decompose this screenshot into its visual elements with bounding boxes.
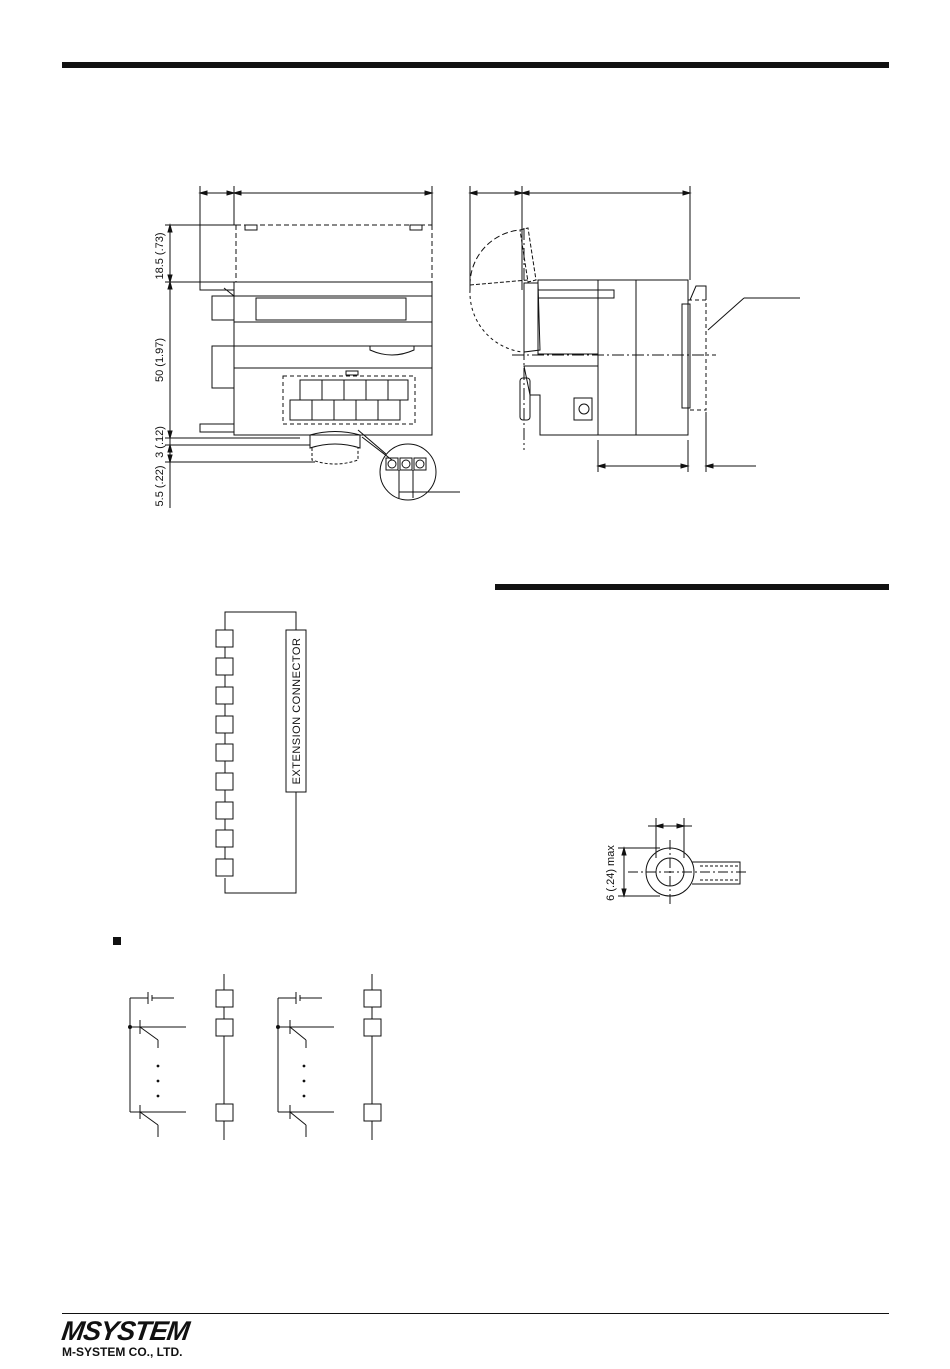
section-rule xyxy=(495,584,889,590)
extension-connector-label: EXTENSION CONNECTOR xyxy=(291,637,303,785)
company-name: M-SYSTEM CO., LTD. xyxy=(62,1345,183,1359)
wiring-example-left xyxy=(129,974,234,1140)
front-view-drawing xyxy=(165,186,460,508)
side-view-drawing xyxy=(470,186,800,472)
dim-body-height: 50 (1.97) xyxy=(154,337,166,383)
square-bullet-icon xyxy=(113,937,121,945)
dim-gap-bottom: 5.5 (.22) xyxy=(154,465,166,507)
dim-terminal-max: 6 (.24) max xyxy=(605,845,617,901)
company-logo: MSYSTEM xyxy=(59,1316,191,1346)
dim-gap-small: 3 (.12) xyxy=(154,426,166,458)
dim-top-height: 18.5 (.73) xyxy=(154,232,166,280)
crimp-terminal-drawing xyxy=(618,818,748,905)
wiring-example-right xyxy=(277,974,382,1140)
footer-rule xyxy=(62,1313,889,1314)
